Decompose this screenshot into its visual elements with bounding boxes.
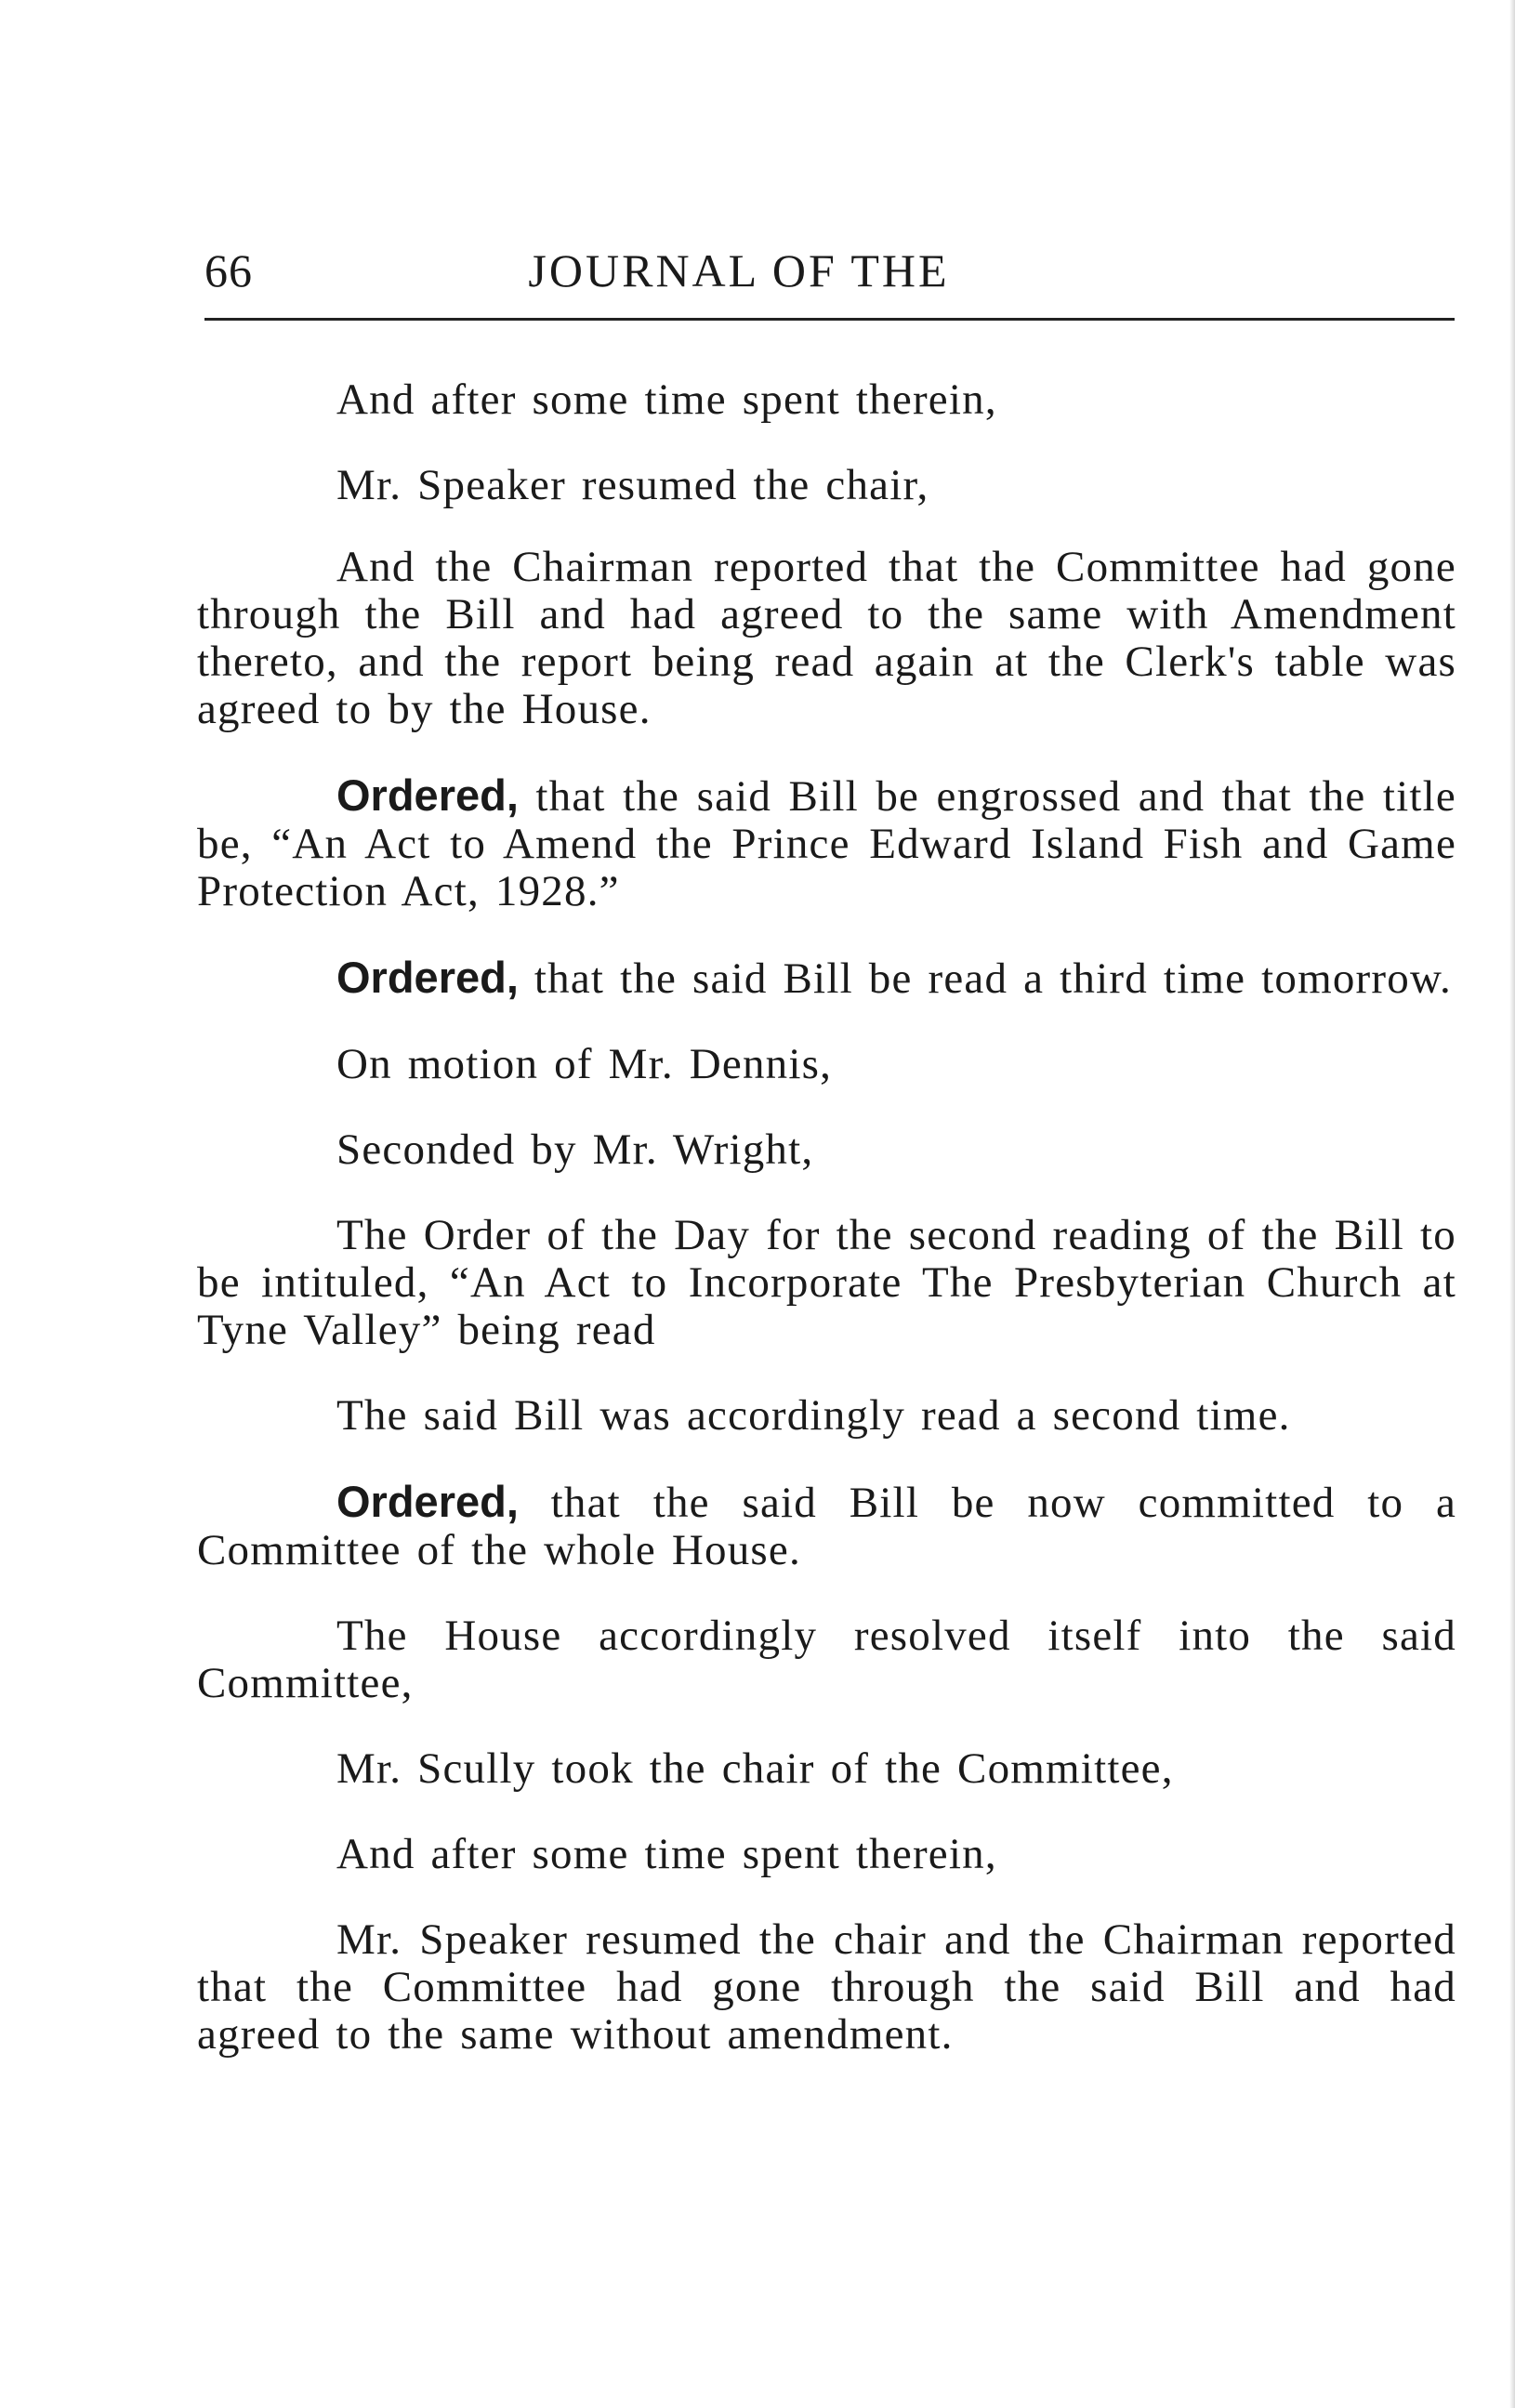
page-number: 66: [204, 244, 253, 296]
paragraph-text: The House accordingly resolved itself into the said Committee,: [197, 1612, 1456, 1707]
paragraph-text: Mr. Speaker resumed the chair,: [336, 461, 929, 509]
paragraph-6: [197, 1041, 1456, 1088]
paragraph-text: And after some time spent therein,: [336, 375, 997, 424]
running-title: JOURNAL OF THE: [528, 244, 950, 296]
paragraph-1: [197, 376, 1456, 424]
paragraph-5: [197, 954, 1456, 1003]
paragraph-text: The Order of the Day for the second reading of the Bill to be intituled, “An Act to Incorporate The Presbyterian Church at Tyne Valley” being read: [197, 1211, 1456, 1354]
paragraph-text: The said Bill was accordingly read a second time.: [336, 1391, 1291, 1440]
paragraph-text: that the said Bill be engrossed and that the title be, “An Act to Amend the Prince Edward Island Fish and Game Protection Act, 1928.”: [197, 772, 1456, 915]
ordered-label: Ordered,: [336, 770, 519, 820]
paragraph-text: that the said Bill be now committed to a Committee of the whole House.: [197, 1479, 1456, 1574]
journal-body: [197, 376, 1456, 2059]
paragraph-8: [197, 1212, 1456, 1354]
paragraph-text: that the said Bill be read a third time tomorrow.: [518, 954, 1452, 1003]
paragraph-11: [197, 1612, 1456, 1707]
paragraph-9: [197, 1392, 1456, 1440]
paragraph-2: [197, 462, 1456, 509]
paragraph-12: [197, 1745, 1456, 1793]
header-rule: [204, 318, 1455, 321]
paragraph-10: [197, 1478, 1456, 1574]
paragraph-text: Mr. Scully took the chair of the Committee,: [336, 1744, 1174, 1793]
paragraph-text: On motion of Mr. Dennis,: [336, 1040, 833, 1088]
ordered-label: Ordered,: [336, 953, 519, 1002]
ordered-label: Ordered,: [336, 1477, 519, 1526]
paragraph-4: [197, 771, 1456, 915]
paragraph-text: And after some time spent therein,: [336, 1830, 997, 1878]
paragraph-text: Seconded by Mr. Wright,: [336, 1125, 814, 1174]
page-edge-shadow: [1509, 0, 1515, 2408]
paragraph-text: And the Chairman reported that the Committee had gone through the Bill and had agreed to the same with Amendment thereto, and the report being read again at the Clerk's table was agreed to by the House.: [197, 543, 1456, 733]
paragraph-3: [197, 544, 1456, 733]
paragraph-13: [197, 1831, 1456, 1878]
paragraph-7: [197, 1126, 1456, 1174]
page-header: [204, 243, 1455, 299]
paragraph-14: [197, 1916, 1456, 2059]
paragraph-text: Mr. Speaker resumed the chair and the Chairman reported that the Committee had gone through the said Bill and had agreed to the same without amendment.: [197, 1915, 1456, 2059]
